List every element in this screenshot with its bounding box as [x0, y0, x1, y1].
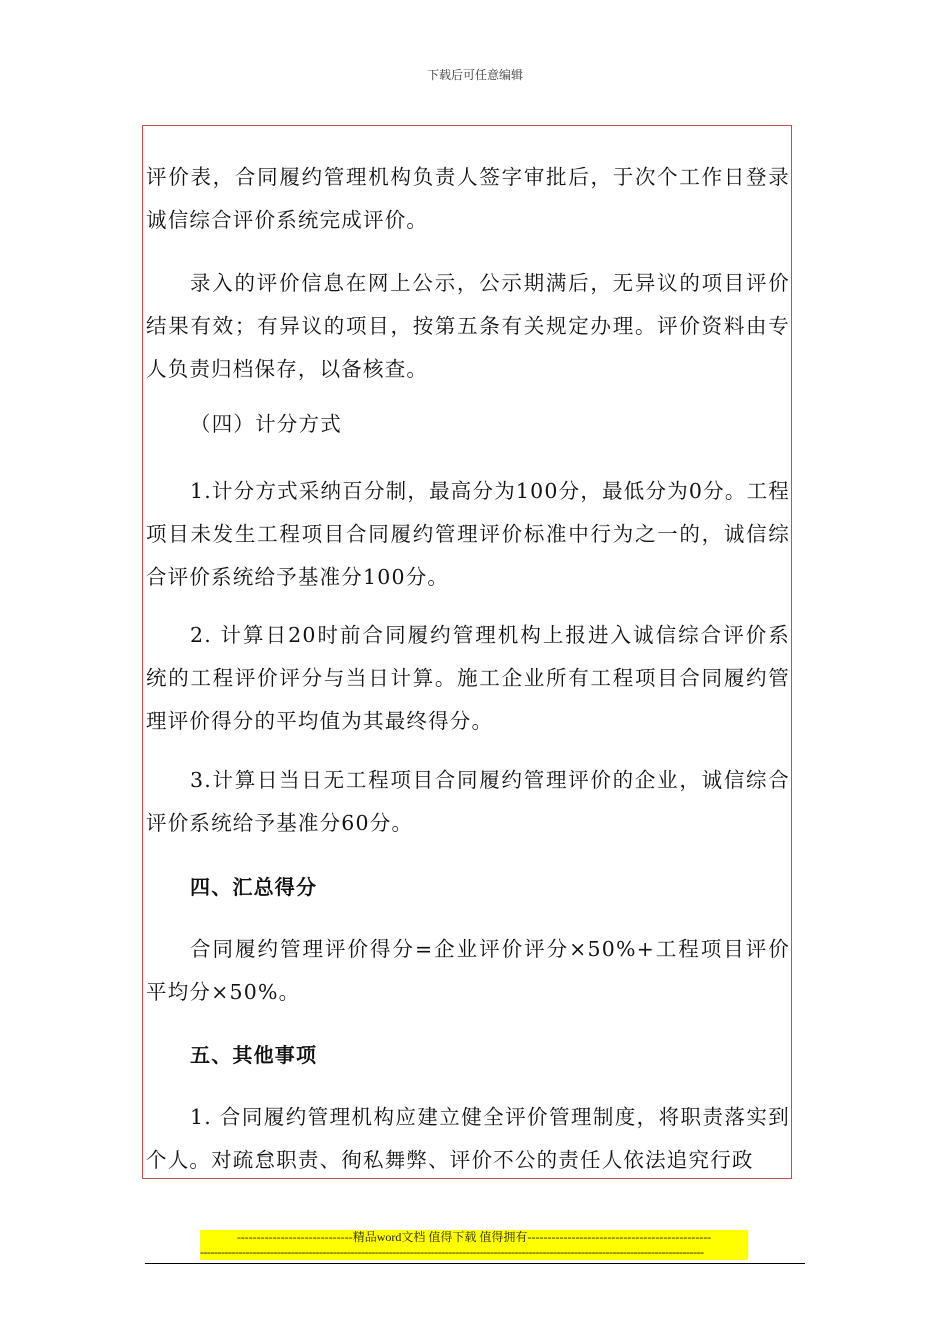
paragraph-other-matters-1: 1. 合同履约管理机构应建立健全评价管理制度，将职责落实到个人。对疏怠职责、徇私舞弊、评价不公的责任人依法追究行政 [146, 1105, 790, 1172]
paragraph-evaluation-form: 评价表，合同履约管理机构负责人签字审批后，于次个工作日登录诚信综合评价系统完成评价。 [146, 165, 790, 232]
page-header-note: 下载后可任意编辑 [426, 68, 523, 82]
heading-scoring-method: （四）计分方式 [190, 412, 342, 436]
footer-divider [145, 1263, 805, 1264]
heading-other-matters: 五、其他事项 [190, 1043, 318, 1067]
footer-banner [200, 1230, 748, 1260]
paragraph-score-formula: 合同履约管理评价得分=企业评价评分×50%+工程项目评价平均分×50%。 [146, 937, 790, 1004]
footer-banner-line-2: ------------------------------------------------------------------------------------------------------------------------------------------------ [200, 1245, 704, 1259]
paragraph-scoring-rule-3: 3.计算日当日无工程项目合同履约管理评价的企业，诚信综合评价系统给予基准分60分。 [146, 768, 790, 835]
paragraph-scoring-rule-2: 2. 计算日20时前合同履约管理机构上报进入诚信综合评价系统的工程评价评分与当日计算。施工企业所有工程项目合同履约管理评价得分的平均值为其最终得分。 [146, 623, 790, 733]
paragraph-scoring-rule-1: 1.计分方式采纳百分制，最高分为100分，最低分为0分。工程项目未发生工程项目合同履约管理评价标准中行为之一的，诚信综合评价系统给予基准分100分。 [146, 479, 790, 589]
document-content-frame [142, 125, 792, 1179]
heading-summary-score: 四、汇总得分 [190, 875, 318, 899]
paragraph-public-notice: 录入的评价信息在网上公示，公示期满后，无异议的项目评价结果有效；有异议的项目，按第五条有关规定办理。评价资料由专人负责归档保存，以备核查。 [146, 271, 790, 381]
footer-banner-line-1: -----------------------------精品word文档 值得下载 值得拥有---------------------------------------------- [236, 1230, 712, 1244]
